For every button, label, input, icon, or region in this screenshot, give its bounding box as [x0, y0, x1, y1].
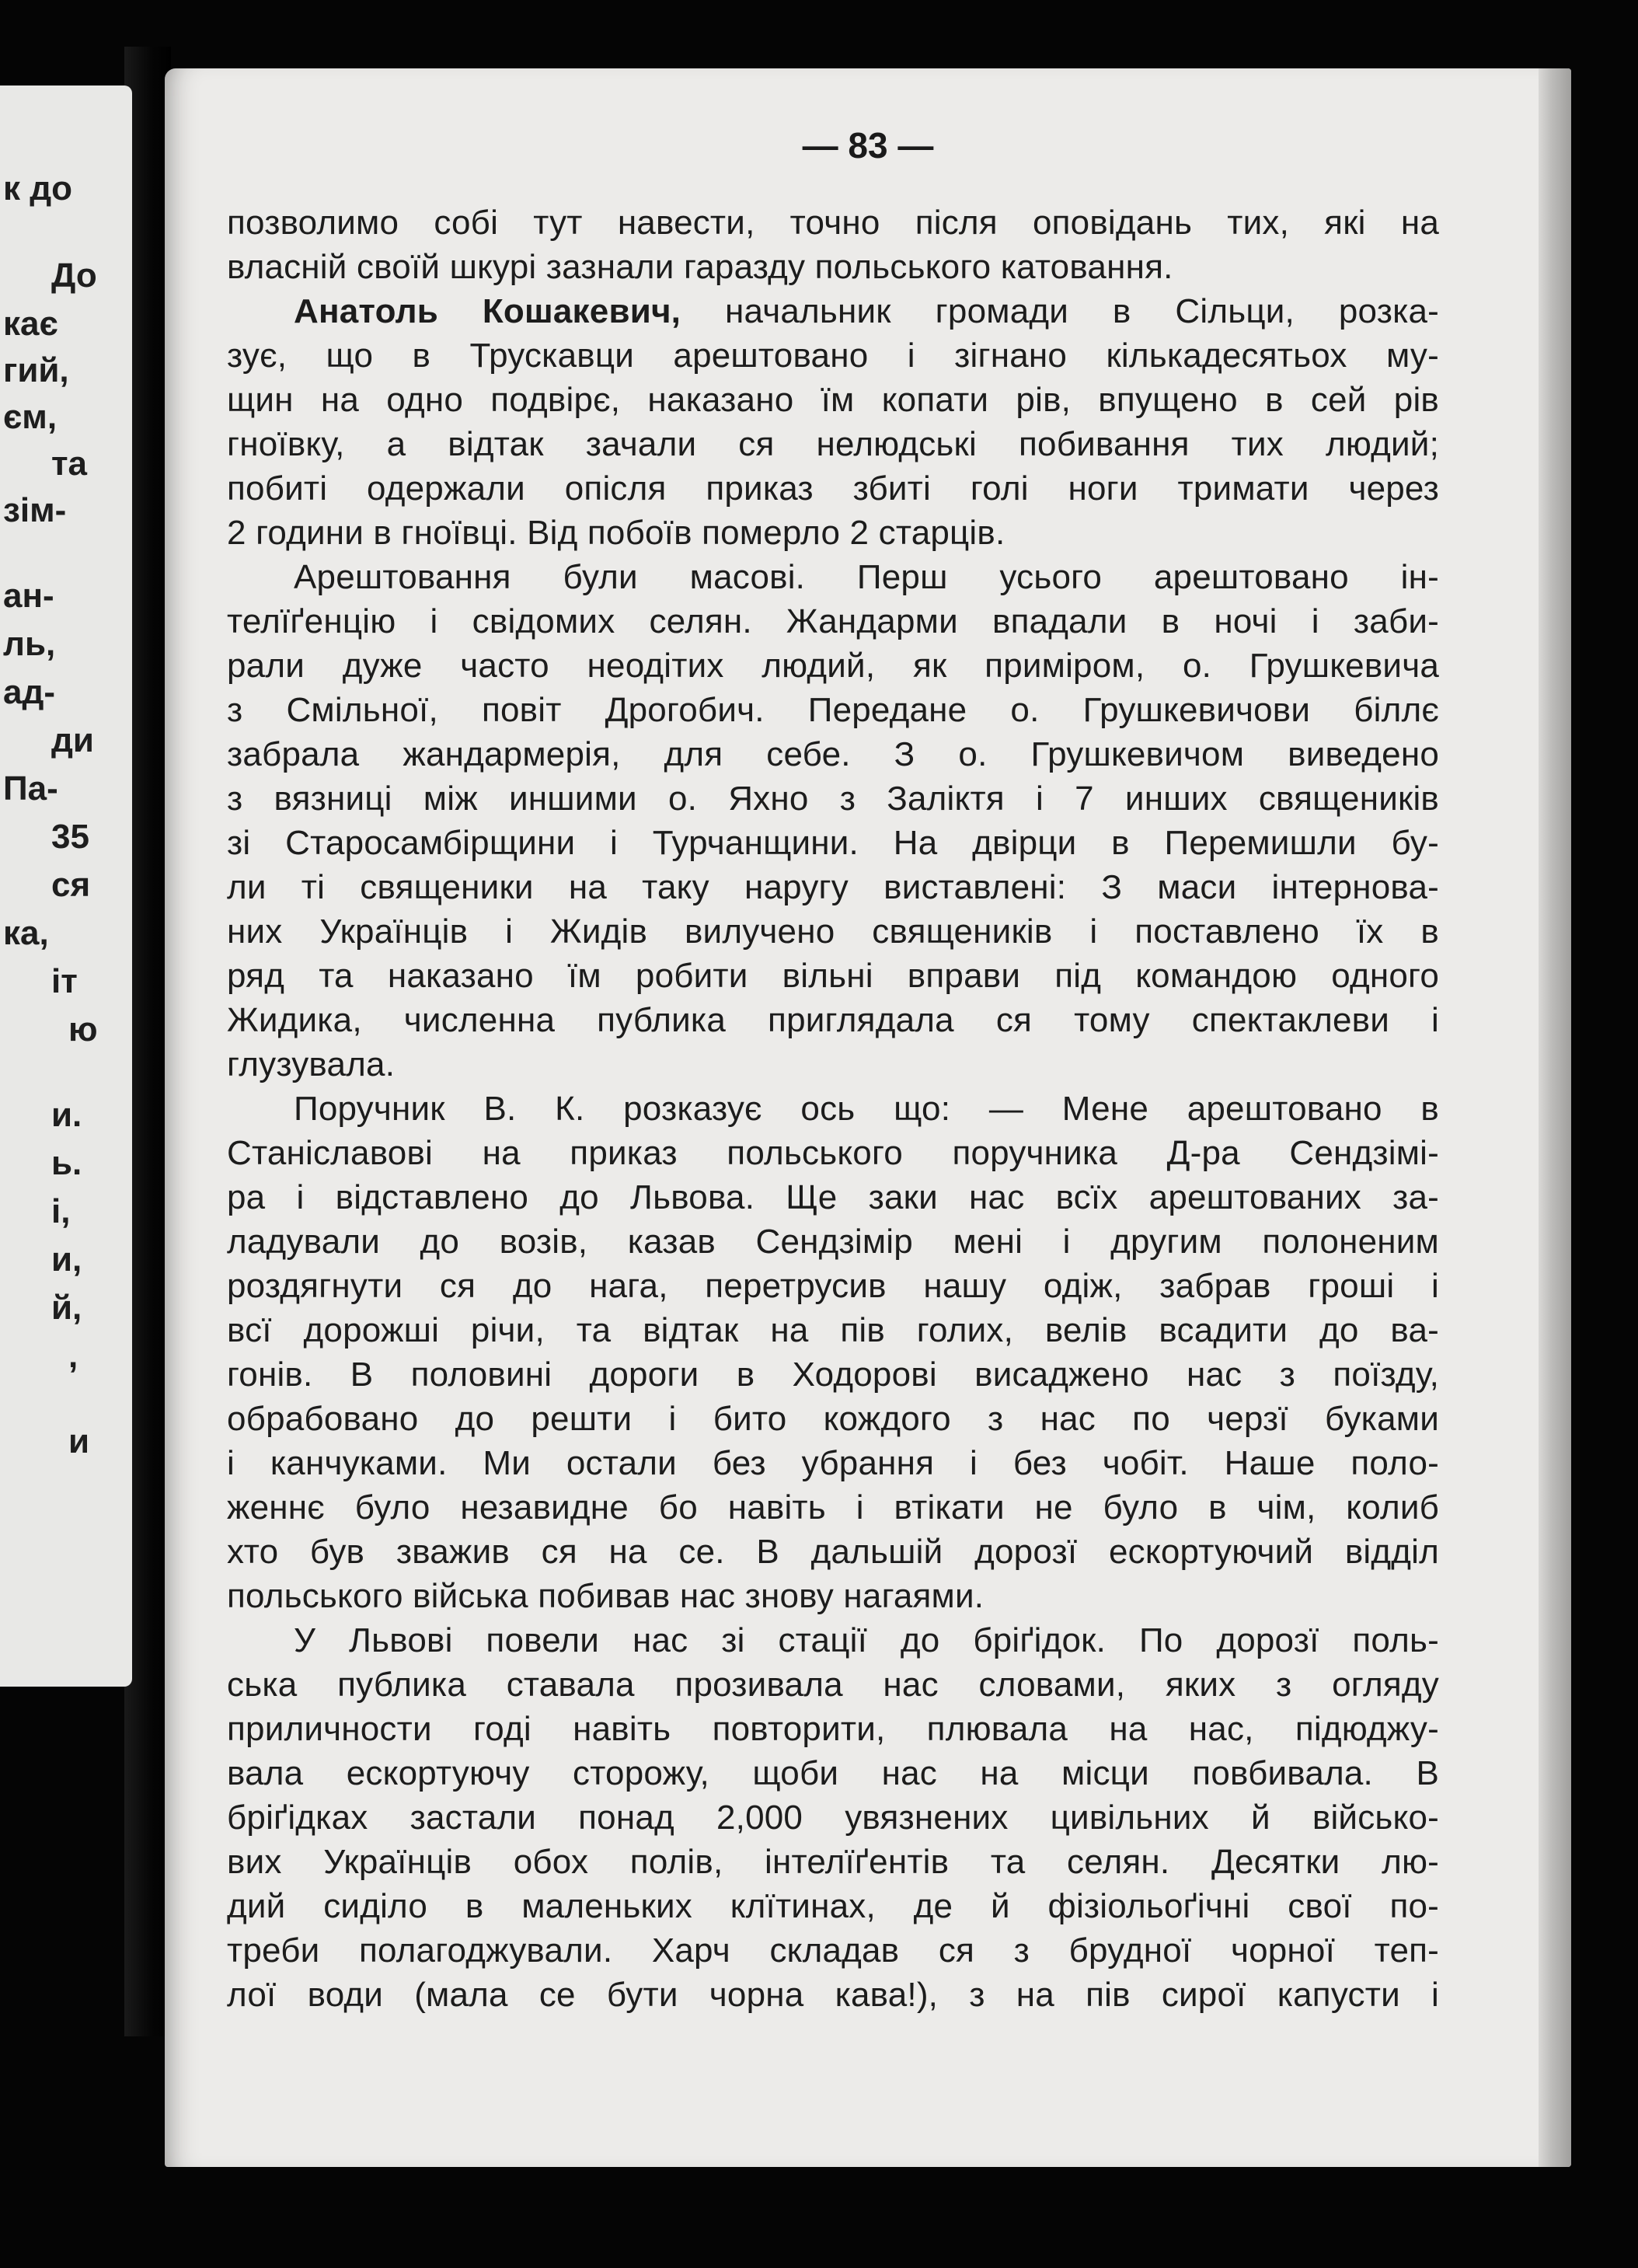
- text-line-content: дий сиділо в маленьких клїтинах, де й фізіольоґічні свої по-: [227, 1887, 1439, 1925]
- text-line: [227, 644, 1439, 688]
- text-line: [227, 1219, 1439, 1264]
- previous-page-text-fragment: и.: [51, 1096, 82, 1134]
- previous-page-text-fragment: іт: [51, 962, 78, 1000]
- text-line-content: побиті одержали опісля приказ збиті голі ноги тримати через: [227, 469, 1439, 508]
- text-line-content: забрала жандармерія, для себе. З о. Грушкевичом виведено: [227, 735, 1439, 773]
- previous-page-text-fragment: ль,: [3, 625, 56, 663]
- previous-page-text-fragment: ан-: [3, 577, 54, 615]
- text-line-content: вих Українців обох полів, інтелїґентів та селян. Десятки лю-: [227, 1843, 1439, 1881]
- text-line: [227, 1574, 1439, 1618]
- text-line-content: Арештовання були масові. Перш усього арештовано ін-: [294, 558, 1439, 596]
- text-line: [227, 1663, 1439, 1707]
- text-line: [227, 555, 1439, 599]
- text-line: [227, 201, 1439, 245]
- text-line-content: позволимо собі тут навести, точно після оповідань тих, які на: [227, 204, 1439, 242]
- text-line-content: обрабовано до решти і бито кождого з нас по черзї буками: [227, 1400, 1439, 1438]
- page-number: — 83 —: [802, 125, 934, 166]
- text-line: [227, 1264, 1439, 1308]
- text-line: [227, 1840, 1439, 1884]
- text-line-content: власній своїй шкурі зазнали гаразду польського катовання.: [227, 248, 1173, 286]
- text-line-content: бріґідках застали понад 2,000 увязнених цивільних й військо-: [227, 1799, 1439, 1837]
- text-line: [227, 1751, 1439, 1795]
- text-line: [227, 1707, 1439, 1751]
- text-line: [227, 1795, 1439, 1840]
- text-line: [227, 1441, 1439, 1485]
- previous-page-text-fragment: ад-: [3, 673, 56, 711]
- previous-page-text-fragment: и,: [51, 1240, 82, 1279]
- text-line-content: ладували до возів, казав Сендзімір мені і другим полоненим: [227, 1223, 1439, 1261]
- previous-page-text-fragment: ди: [51, 721, 94, 759]
- previous-page-text-fragment: Па-: [3, 769, 58, 808]
- text-line: [227, 688, 1439, 732]
- previous-page-text-fragment: зім-: [3, 491, 67, 529]
- previous-page-text-fragment: й,: [51, 1289, 82, 1327]
- previous-page-text-fragment: і,: [51, 1192, 71, 1230]
- text-line: [227, 1530, 1439, 1574]
- text-line: [227, 599, 1439, 644]
- text-line: [227, 1308, 1439, 1352]
- text-line-content: 2 години в гноївці. Від побоїв померло 2 старців.: [227, 514, 1005, 552]
- text-line: [227, 1352, 1439, 1397]
- text-line-content: з вязниці між иншими о. Яхно з Заліктя і 7 инших священиків: [227, 780, 1439, 818]
- text-line-content: ли ті священики на таку наругу виставлені: З маси інтернова-: [227, 868, 1439, 906]
- text-line: [227, 1131, 1439, 1175]
- previous-page-text-fragment: ,: [68, 1337, 78, 1375]
- book-page: [165, 68, 1571, 2167]
- text-line-content: приличности годі навіть повторити, плювала на нас, підюджу-: [227, 1710, 1439, 1748]
- text-line: [227, 998, 1439, 1042]
- text-line-content: ряд та наказано їм робити вільні вправи під командою одного: [227, 957, 1439, 995]
- text-line: [227, 1973, 1439, 2017]
- text-line-content: треби полагоджували. Харч складав ся з брудної чорної теп-: [227, 1931, 1439, 1970]
- text-line: [227, 732, 1439, 776]
- previous-page-text-fragment: гий,: [3, 351, 69, 389]
- text-line-content: і канчуками. Ми остали без убрання і без чобіт. Наше поло-: [227, 1444, 1439, 1482]
- text-line-content: роздягнути ся до нага, перетрусив нашу одіж, забрав гроші і: [227, 1267, 1439, 1305]
- text-line: [227, 466, 1439, 511]
- previous-page-text-fragment: к до: [3, 169, 73, 208]
- text-line: [227, 1485, 1439, 1530]
- text-line-content: хто був зважив ся на се. В дальшій дорозї ескортуючий відділ: [227, 1533, 1439, 1571]
- text-line: [227, 1928, 1439, 1973]
- text-line-content: начальник громади в Сільци, розка-: [681, 292, 1440, 330]
- text-line: [227, 821, 1439, 865]
- text-line: [227, 333, 1439, 378]
- text-line-content: гноївку, а відтак зачали ся нелюдські побивання тих людий;: [227, 425, 1439, 463]
- text-line-content: зі Старосамбірщини і Турчанщини. На двірци в Перемишли бу-: [227, 824, 1439, 862]
- text-line-content: рали дуже часто неодітих людий, як приміром, о. Грушкевича: [227, 647, 1439, 685]
- previous-page-text-fragment: ка,: [3, 914, 49, 952]
- text-line: [227, 776, 1439, 821]
- previous-page-text-fragment: ь.: [51, 1144, 82, 1182]
- text-line: [227, 1618, 1439, 1663]
- previous-page-text-fragment: 35: [51, 818, 89, 856]
- text-line: [227, 289, 1439, 333]
- text-line-content: польського війська побивав нас знову нагаями.: [227, 1577, 985, 1615]
- text-line: [227, 1397, 1439, 1441]
- text-line-content: зує, що в Трускавци арештовано і зігнано кількадесятьох му-: [227, 337, 1439, 375]
- previous-page-text-fragment: ю: [68, 1010, 98, 1049]
- previous-page-text-fragment: єм,: [3, 398, 58, 436]
- text-line: [227, 422, 1439, 466]
- text-line-content: Жидика, численна публика приглядала ся тому спектаклеви і: [227, 1001, 1439, 1039]
- text-line: [227, 378, 1439, 422]
- text-line-content: У Львові повели нас зі стації до бріґідок. По дорозї поль-: [294, 1621, 1439, 1659]
- text-line: [227, 1175, 1439, 1219]
- text-line-content: щин на одно подвірє, наказано їм копати рів, впущено в сей рів: [227, 381, 1439, 419]
- text-line-content: вала ескортуючу сторожу, щоби нас на місци повбивала. В: [227, 1754, 1439, 1792]
- text-line-content: ра і відставлено до Львова. Ще заки нас всїх арештованих за-: [227, 1178, 1439, 1216]
- previous-page-text-fragment: кає: [3, 305, 58, 343]
- text-line: [227, 954, 1439, 998]
- text-line: [227, 1042, 1439, 1087]
- previous-page-text-fragment: и: [68, 1422, 90, 1460]
- text-line: [227, 865, 1439, 909]
- text-line-content: Поручник В. К. розказує ось що: — Мене арештовано в: [294, 1090, 1439, 1128]
- text-line-content: телїґенцію і свідомих селян. Жандарми впадали в ночі і заби-: [227, 602, 1439, 640]
- previous-page-edge: [0, 85, 132, 1687]
- page-edge-shadow: [1539, 68, 1571, 2167]
- text-line: [227, 909, 1439, 954]
- text-line-content: лої води (мала се бути чорна кава!), з на пів сирої капусти і: [227, 1976, 1439, 2014]
- text-line-content: женнє було незавидне бо навіть і втікати не було в чім, колиб: [227, 1488, 1439, 1527]
- text-line-content: всї дорожші річи, та відтак на пів голих, велів всадити до ва-: [227, 1311, 1439, 1349]
- text-line: [227, 511, 1439, 555]
- text-line-content: глузувала.: [227, 1045, 396, 1083]
- text-line: [227, 1884, 1439, 1928]
- text-line: [227, 1087, 1439, 1131]
- text-line-content: з Смільної, повіт Дрогобич. Передане о. Грушкевичови біллє: [227, 691, 1439, 729]
- text-line-content: гонів. В половині дороги в Ходорові висаджено нас з поїзду,: [227, 1356, 1439, 1394]
- previous-page-text-fragment: До: [51, 256, 97, 295]
- person-name: Анатоль Кошакевич,: [294, 292, 681, 330]
- text-line-content: них Українців і Жидів вилучено священиків і поставлено їх в: [227, 912, 1439, 951]
- text-line-content: Станіславові на приказ польського поручника Д-ра Сендзімі-: [227, 1134, 1439, 1172]
- text-line-content: ська публика ставала прозивала нас словами, яких з огляду: [227, 1666, 1439, 1704]
- text-line: [227, 245, 1439, 289]
- previous-page-text-fragment: ся: [51, 866, 91, 904]
- page-body-text: [227, 201, 1439, 2017]
- previous-page-text-fragment: та: [51, 445, 88, 483]
